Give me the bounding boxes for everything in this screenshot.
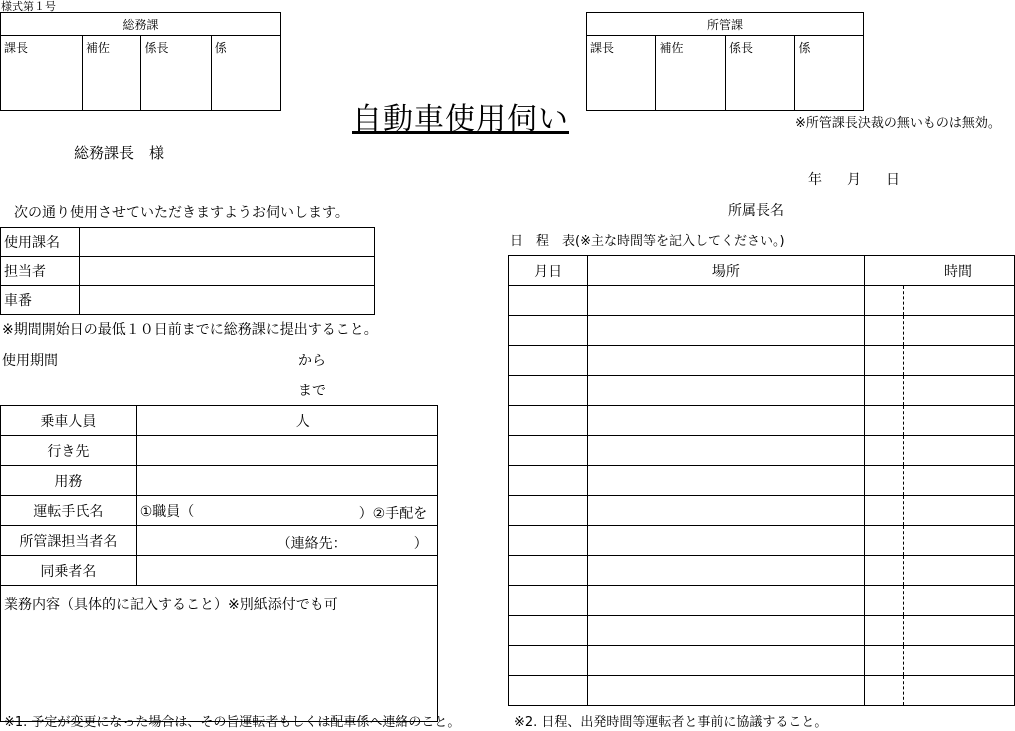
schedule-time-start-cell[interactable]	[864, 466, 903, 496]
schedule-date-cell[interactable]	[509, 286, 588, 316]
vehicle-number-field[interactable]	[79, 286, 374, 315]
schedule-row	[509, 406, 1015, 436]
footnote-1: ※1. 予定が変更になった場合は、その旨運転者もしくは配車係へ連絡のこと。	[4, 715, 461, 730]
business-content-field[interactable]	[1, 586, 438, 722]
schedule-date-cell[interactable]	[509, 616, 588, 646]
schedule-date-cell[interactable]	[509, 556, 588, 586]
schedule-date-cell[interactable]	[509, 586, 588, 616]
schedule-time-start-cell[interactable]	[864, 586, 903, 616]
period-from-label: から	[298, 353, 326, 369]
jurisdiction-heading: 所管課	[587, 13, 864, 36]
schedule-time-start-cell[interactable]	[864, 556, 903, 586]
schedule-table	[508, 255, 1015, 706]
schedule-row	[509, 316, 1015, 346]
person-in-charge-label: 担当者	[1, 257, 80, 286]
contact-info-label: （連絡先：	[276, 536, 347, 552]
department-name-label: 使用課名	[1, 228, 80, 257]
period-to-label: まで	[298, 383, 326, 399]
schedule-row	[509, 586, 1015, 616]
date-year[interactable]: 年	[808, 172, 822, 188]
schedule-row	[509, 676, 1015, 706]
schedule-time-start-cell[interactable]	[864, 436, 903, 466]
purpose-field[interactable]	[136, 466, 437, 496]
schedule-row	[509, 616, 1015, 646]
schedule-time-end-cell[interactable]	[903, 646, 1014, 676]
schedule-time-end-cell[interactable]	[903, 556, 1014, 586]
footnote-2: ※2. 日程、出発時間等運転者と事前に協議すること。	[514, 715, 828, 730]
schedule-time-end-cell[interactable]	[903, 496, 1014, 526]
driver-option-staff: ①職員（	[139, 503, 195, 520]
jurisdiction-role-staff[interactable]: 係	[795, 36, 864, 111]
schedule-place-cell[interactable]	[588, 436, 865, 466]
schedule-place-cell[interactable]	[588, 676, 865, 706]
contact-person-label: 所管課担当者名	[1, 526, 137, 556]
contact-person-field[interactable]	[136, 526, 437, 556]
schedule-header-date: 月日	[509, 256, 588, 286]
schedule-date-cell[interactable]	[509, 646, 588, 676]
general-affairs-role-staff[interactable]: 係	[211, 36, 280, 111]
destination-label: 行き先	[1, 436, 137, 466]
schedule-time-end-cell[interactable]	[903, 526, 1014, 556]
passengers-label: 乗車人員	[1, 406, 137, 436]
schedule-date-cell[interactable]	[509, 466, 588, 496]
schedule-time-end-cell[interactable]	[903, 316, 1014, 346]
addressee: 総務課長 様	[74, 144, 165, 162]
schedule-place-cell[interactable]	[588, 376, 865, 406]
schedule-date-cell[interactable]	[509, 526, 588, 556]
passengers-unit: 人	[295, 413, 310, 430]
schedule-time-start-cell[interactable]	[864, 346, 903, 376]
schedule-row	[509, 646, 1015, 676]
jurisdiction-role-assistant[interactable]: 補佐	[656, 36, 725, 111]
schedule-time-end-cell[interactable]	[903, 376, 1014, 406]
jurisdiction-role-chief[interactable]: 課長	[587, 36, 656, 111]
schedule-time-end-cell[interactable]	[903, 466, 1014, 496]
person-in-charge-field[interactable]	[79, 257, 374, 286]
schedule-place-cell[interactable]	[588, 496, 865, 526]
fellow-passengers-field[interactable]	[136, 556, 437, 586]
jurisdiction-role-subchief[interactable]: 係長	[725, 36, 794, 111]
schedule-time-end-cell[interactable]	[903, 286, 1014, 316]
schedule-header-place: 場所	[588, 256, 865, 286]
general-affairs-heading: 総務課	[1, 13, 281, 36]
schedule-time-start-cell[interactable]	[864, 406, 903, 436]
schedule-place-cell[interactable]	[588, 406, 865, 436]
schedule-row	[509, 556, 1015, 586]
request-text: 次の通り使用させていただきますようお伺いします。	[14, 205, 349, 221]
schedule-time-start-cell[interactable]	[864, 496, 903, 526]
schedule-date-cell[interactable]	[509, 406, 588, 436]
schedule-caption: 日 程 表(※主な時間等を記入してください。)	[510, 234, 785, 249]
schedule-time-end-cell[interactable]	[903, 346, 1014, 376]
destination-field[interactable]	[136, 436, 437, 466]
passengers-field[interactable]	[136, 406, 437, 436]
schedule-place-cell[interactable]	[588, 286, 865, 316]
approval-note: ※所管課長決裁の無いものは無効。	[795, 116, 1001, 131]
submission-note: ※期間開始日の最低１０日前までに総務課に提出すること。	[2, 322, 378, 338]
schedule-time-end-cell[interactable]	[903, 436, 1014, 466]
schedule-date-cell[interactable]	[509, 496, 588, 526]
schedule-date-cell[interactable]	[509, 436, 588, 466]
department-name-field[interactable]	[79, 228, 374, 257]
driver-name-label: 運転手氏名	[1, 496, 137, 526]
contact-info-close: ）	[413, 536, 428, 552]
schedule-place-cell[interactable]	[588, 346, 865, 376]
schedule-place-cell[interactable]	[588, 646, 865, 676]
schedule-time-start-cell[interactable]	[864, 376, 903, 406]
schedule-time-start-cell[interactable]	[864, 316, 903, 346]
general-affairs-role-chief[interactable]: 課長	[1, 36, 83, 111]
schedule-time-end-cell[interactable]	[903, 586, 1014, 616]
schedule-time-start-cell[interactable]	[864, 526, 903, 556]
fellow-passengers-label: 同乗者名	[1, 556, 137, 586]
general-affairs-approval-box	[0, 12, 281, 111]
form-title: 自動車使用伺い	[352, 102, 569, 137]
schedule-time-end-cell[interactable]	[903, 676, 1014, 706]
date-month[interactable]: 月	[847, 172, 861, 188]
schedule-date-cell[interactable]	[509, 346, 588, 376]
purpose-label: 用務	[1, 466, 137, 496]
schedule-time-end-cell[interactable]	[903, 616, 1014, 646]
info-table	[0, 227, 375, 315]
schedule-place-cell[interactable]	[588, 526, 865, 556]
schedule-row	[509, 346, 1015, 376]
schedule-row	[509, 466, 1015, 496]
schedule-place-cell[interactable]	[588, 586, 865, 616]
form-number-label: 様式第１号	[1, 0, 56, 13]
general-affairs-role-subchief[interactable]: 係長	[141, 36, 211, 111]
driver-name-field[interactable]	[136, 496, 437, 526]
date-day[interactable]: 日	[886, 172, 900, 188]
department-head-label: 所属長名	[728, 203, 784, 219]
schedule-row	[509, 526, 1015, 556]
general-affairs-role-assistant[interactable]: 補佐	[82, 36, 141, 111]
schedule-row	[509, 376, 1015, 406]
schedule-row	[509, 496, 1015, 526]
schedule-time-start-cell[interactable]	[864, 616, 903, 646]
usage-period-label: 使用期間	[2, 353, 58, 369]
vehicle-number-label: 車番	[1, 286, 80, 315]
schedule-date-cell[interactable]	[509, 316, 588, 346]
schedule-time-end-cell[interactable]	[903, 406, 1014, 436]
schedule-time-start-cell[interactable]	[864, 286, 903, 316]
schedule-place-cell[interactable]	[588, 556, 865, 586]
driver-option-arrange: ）②手配を	[358, 506, 428, 522]
schedule-place-cell[interactable]	[588, 616, 865, 646]
schedule-row	[509, 286, 1015, 316]
schedule-time-start-cell[interactable]	[864, 646, 903, 676]
schedule-place-cell[interactable]	[588, 316, 865, 346]
schedule-time-start-cell[interactable]	[864, 676, 903, 706]
detail-table	[0, 405, 438, 722]
business-content-label: 業務内容（具体的に記入すること）※別紙添付でも可	[4, 597, 338, 613]
schedule-place-cell[interactable]	[588, 466, 865, 496]
schedule-header-time: 時間	[864, 256, 1014, 286]
schedule-row	[509, 436, 1015, 466]
schedule-date-cell[interactable]	[509, 676, 588, 706]
jurisdiction-approval-box	[586, 12, 864, 111]
schedule-date-cell[interactable]	[509, 376, 588, 406]
